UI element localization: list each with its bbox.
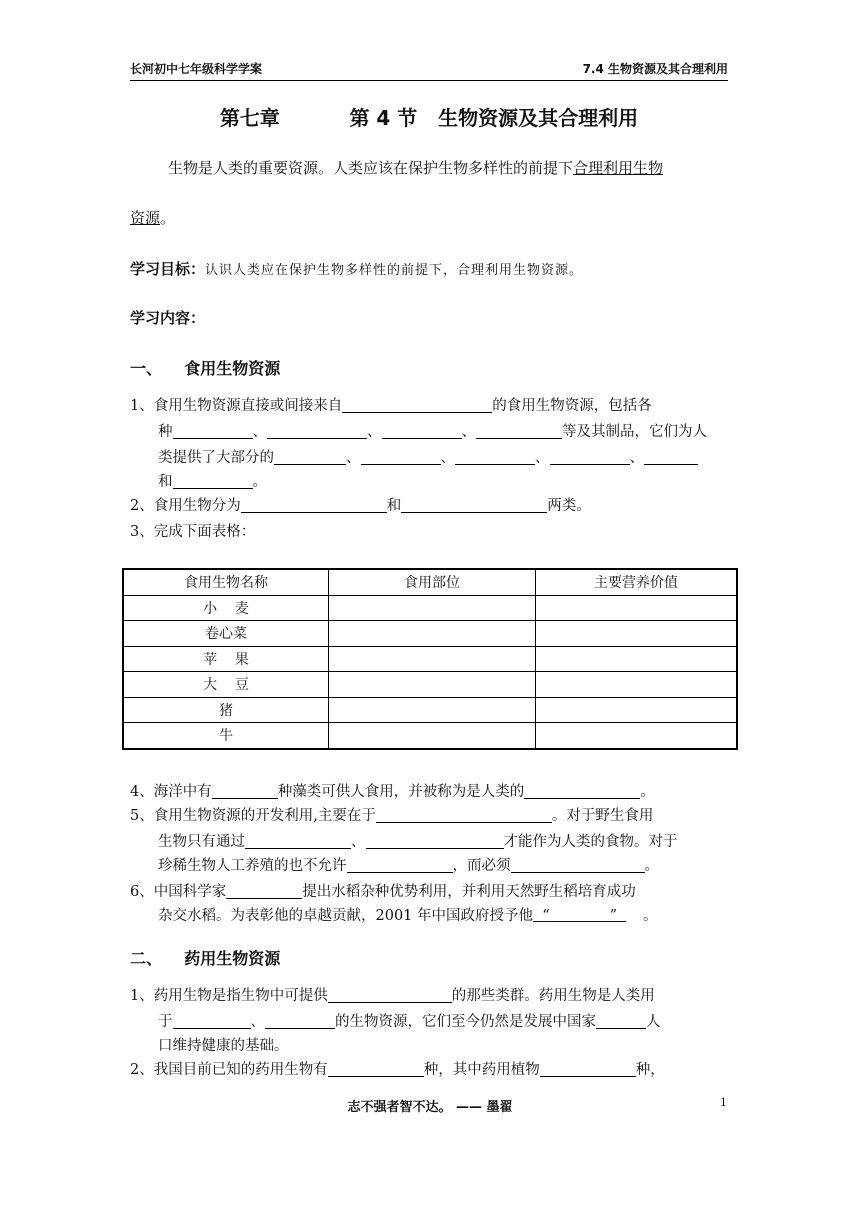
text: 和 xyxy=(386,498,402,514)
content-heading: 学习内容： xyxy=(130,309,206,327)
blank[interactable] xyxy=(376,806,552,823)
food-name: 牛 xyxy=(123,723,329,749)
table-row xyxy=(123,621,737,647)
text: 。 xyxy=(252,474,267,490)
text: 的生物资源，它们至今仍然是发展中国家 xyxy=(335,1014,596,1030)
cell[interactable] xyxy=(536,646,738,672)
s1-q1-line3 xyxy=(158,448,698,468)
s1-q3: 3、完成下面表格： xyxy=(130,524,256,540)
page-number: 1 xyxy=(720,1096,727,1109)
text: 、 xyxy=(629,450,644,466)
text: 等及其制品，它们为人 xyxy=(562,424,707,440)
food-name: 大 豆 xyxy=(123,672,329,698)
intro-text: 生物是人类的重要资源。人类应该在保护生物多样性的前提下 xyxy=(168,159,574,177)
text: 6、中国科学家 xyxy=(130,884,227,900)
blank[interactable] xyxy=(361,448,441,465)
s1-q4 xyxy=(130,782,655,802)
blank[interactable] xyxy=(241,496,387,513)
blank[interactable] xyxy=(274,448,346,465)
table-header: 食用生物名称 xyxy=(123,569,329,595)
text: 2、我国目前已知的药用生物有 xyxy=(130,1062,328,1078)
header-left: 长河初中七年级科学学案 xyxy=(130,62,263,76)
text: 和 xyxy=(158,474,173,490)
blank[interactable] xyxy=(328,1060,424,1077)
open-quote: “ xyxy=(542,908,550,924)
blank[interactable] xyxy=(540,1060,636,1077)
table-header-row xyxy=(123,569,737,595)
s1-q1-line4 xyxy=(158,472,267,492)
section-1-heading: 一、 食用生物资源 xyxy=(130,359,281,378)
blank[interactable] xyxy=(328,986,452,1003)
text: 才能作为人类的食物。对于 xyxy=(503,834,678,850)
s2-q1-line2 xyxy=(158,1012,661,1032)
text: 的食用生物资源，包括各 xyxy=(492,398,652,414)
text: 、 xyxy=(440,450,455,466)
blank[interactable] xyxy=(455,448,535,465)
blank[interactable] xyxy=(265,1012,335,1029)
intro-period: 。 xyxy=(160,209,176,227)
blank[interactable] xyxy=(644,448,698,465)
text: 、 xyxy=(252,424,267,440)
page-header xyxy=(130,60,728,81)
blank[interactable] xyxy=(226,882,302,899)
blank[interactable] xyxy=(347,856,453,873)
text: 4、海洋中有 xyxy=(130,784,212,800)
page-title: 第七章 第 4 节 生物资源及其合理利用 xyxy=(219,106,639,130)
text: 提出水稻杂种优势利用，并利用天然野生稻培育成功 xyxy=(302,884,636,900)
text: ，而必须 xyxy=(452,858,511,874)
food-name: 小 麦 xyxy=(123,595,329,621)
text: 1、药用生物是指生物中可提供 xyxy=(130,988,328,1004)
s1-q5-line2 xyxy=(158,832,678,852)
s1-q6-line1 xyxy=(130,882,636,902)
text: 人 xyxy=(646,1014,661,1030)
intro-underlined: 合理利用生物 xyxy=(573,159,664,177)
text: 2、食用生物分为 xyxy=(130,498,241,514)
s2-q1-line1 xyxy=(130,986,655,1006)
intro-line-1 xyxy=(168,157,663,178)
text: 类提供了大部分的 xyxy=(158,450,274,466)
goal-text: 认识人类应在保护生物多样性的前提下，合理利用生物资源。 xyxy=(205,263,584,278)
cell[interactable] xyxy=(329,723,536,749)
text: 、 xyxy=(346,450,361,466)
table-row xyxy=(123,723,737,749)
table-header: 主要营养价值 xyxy=(536,569,738,595)
food-name: 苹 果 xyxy=(123,646,329,672)
cell[interactable] xyxy=(329,646,536,672)
s1-q2 xyxy=(130,496,591,516)
blank[interactable] xyxy=(382,422,462,439)
text: 。 xyxy=(644,858,659,874)
table-row xyxy=(123,646,737,672)
s1-q1-line1 xyxy=(130,396,652,416)
blank[interactable] xyxy=(173,472,253,489)
learning-goal xyxy=(130,258,583,279)
text: 于 xyxy=(158,1014,173,1030)
text: 、 xyxy=(367,424,382,440)
header-right: 7.4 生物资源及其合理利用 xyxy=(582,62,728,76)
text: 、 xyxy=(250,1014,265,1030)
table-row xyxy=(123,595,737,621)
s1-q1-line2 xyxy=(158,422,707,442)
blank[interactable] xyxy=(524,782,640,799)
text: 种， xyxy=(635,1062,665,1078)
blank[interactable] xyxy=(550,448,630,465)
text: 1、食用生物资源直接或间接来自 xyxy=(130,398,343,414)
table-row xyxy=(123,672,737,698)
cell[interactable] xyxy=(329,595,536,621)
table-row xyxy=(123,697,737,723)
cell[interactable] xyxy=(329,697,536,723)
cell[interactable] xyxy=(329,672,536,698)
s1-q6-line2 xyxy=(158,906,658,926)
text: 。 xyxy=(640,784,655,800)
table-header: 食用部位 xyxy=(329,569,536,595)
intro-line-2 xyxy=(130,207,175,228)
text: 种 xyxy=(158,424,173,440)
footer-quote: 志不强者智不达。 —— 墨翟 xyxy=(347,1100,513,1115)
text: 两类。 xyxy=(547,498,591,514)
text: 5、食用生物资源的开发利用,主要在于 xyxy=(130,808,376,824)
blank[interactable] xyxy=(401,496,547,513)
s1-q5-line1 xyxy=(130,806,653,826)
s2-q2 xyxy=(130,1060,665,1080)
text: 、 xyxy=(461,424,476,440)
text: 的那些类群。药用生物是人类用 xyxy=(451,988,655,1004)
section-2-heading: 二、 药用生物资源 xyxy=(130,949,281,968)
blank[interactable] xyxy=(366,832,504,849)
text: 种，其中药用植物 xyxy=(423,1062,540,1078)
cell[interactable] xyxy=(536,723,738,749)
goal-label: 学习目标： xyxy=(130,260,206,278)
close-quote: ” xyxy=(609,908,617,924)
text: 。 xyxy=(643,908,658,924)
text: 种藻类可供人食用，并被称为是人类的 xyxy=(277,784,525,800)
text: 、 xyxy=(535,450,550,466)
text: 。对于野生食用 xyxy=(551,808,654,824)
food-name: 卷心菜 xyxy=(123,621,329,647)
cell[interactable] xyxy=(536,621,738,647)
blank[interactable] xyxy=(596,1012,646,1029)
blank[interactable] xyxy=(173,1012,251,1029)
text: 、 xyxy=(351,834,366,850)
s2-q1-line3: 口维持健康的基础。 xyxy=(158,1038,289,1054)
blank-quoted[interactable] xyxy=(533,906,643,926)
blank[interactable] xyxy=(476,422,562,439)
cell[interactable] xyxy=(536,697,738,723)
cell[interactable] xyxy=(536,595,738,621)
text: 生物只有通过 xyxy=(158,834,245,850)
blank[interactable] xyxy=(245,832,351,849)
text: 杂交水稻。为表彰他的卓越贡献，2001 年中国政府授予他 xyxy=(158,908,534,924)
food-table xyxy=(122,568,738,750)
blank[interactable] xyxy=(267,422,367,439)
intro-underlined-2: 资源 xyxy=(130,209,161,227)
blank[interactable] xyxy=(342,396,492,413)
blank[interactable] xyxy=(212,782,278,799)
text: 珍稀生物人工养殖的也不允许 xyxy=(158,858,347,874)
cell[interactable] xyxy=(536,672,738,698)
s1-q5-line3 xyxy=(158,856,659,876)
blank[interactable] xyxy=(511,856,645,873)
blank[interactable] xyxy=(173,422,253,439)
cell[interactable] xyxy=(329,621,536,647)
food-name: 猪 xyxy=(123,697,329,723)
